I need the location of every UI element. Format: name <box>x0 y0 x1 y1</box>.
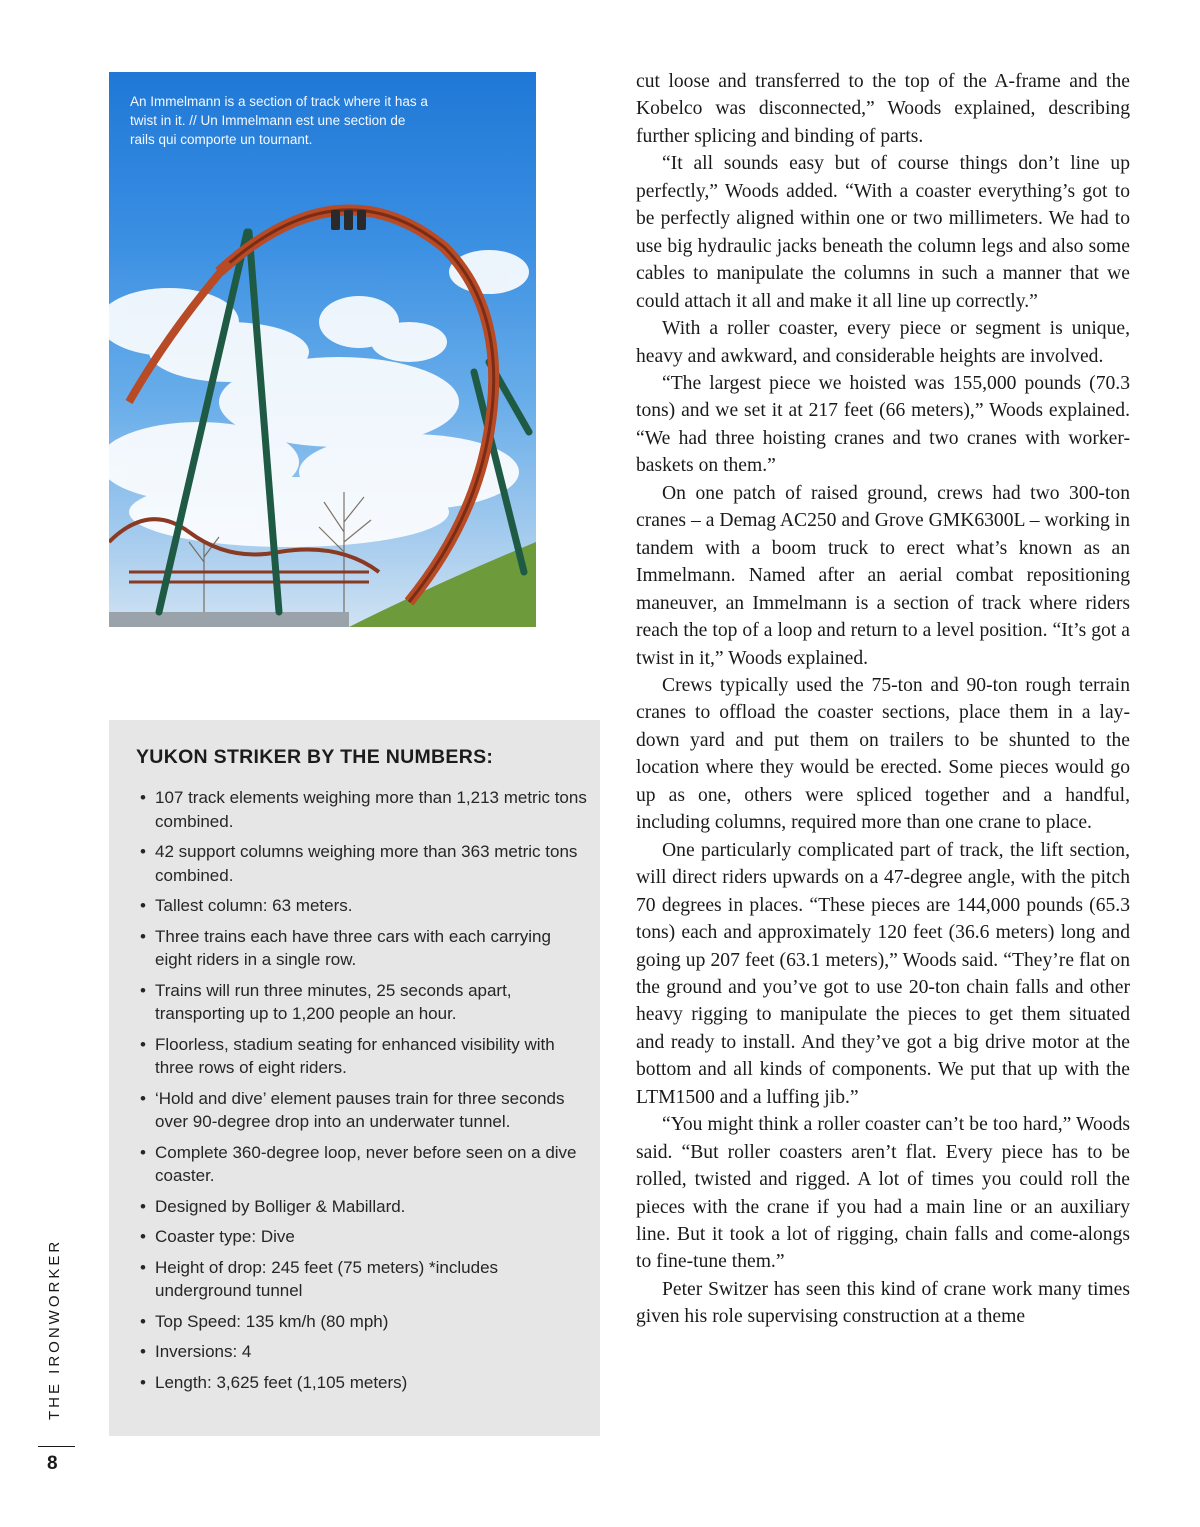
list-item: • Height of drop: 245 feet (75 meters) *includes underground tunnel <box>138 1256 588 1303</box>
list-item: • 42 support columns weighing more than 363 metric tons combined. <box>138 840 588 887</box>
sidebar-title: YUKON STRIKER BY THE NUMBERS: <box>136 746 494 768</box>
list-item: • Designed by Bolliger & Mabillard. <box>138 1195 588 1219</box>
article-body <box>636 68 1130 1331</box>
list-item: • ‘Hold and dive’ element pauses train for three seconds over 90-degree drop into an underwater tunnel. <box>138 1087 588 1134</box>
list-item: • Coaster type: Dive <box>138 1225 588 1249</box>
list-item: • Trains will run three minutes, 25 seconds apart, transporting up to 1,200 people an hour. <box>138 979 588 1026</box>
paragraph: “It all sounds easy but of course things don’t line up perfectly,” Woods added. “With a coaster everything’s got to be perfectly aligned within one or two millimeters. We had to use big hydraulic jacks beneath the column legs and also some cables to manipulate the columns in such a manner that we could attach it all and make it all line up correctly.” <box>636 153 1130 312</box>
magazine-masthead: THE IRONWORKER <box>46 1238 63 1420</box>
list-item: • Three trains each have three cars with each carrying eight riders in a single row. <box>138 925 588 972</box>
paragraph: Crews typically used the 75-ton and 90-ton rough terrain cranes to offload the coaster sections, place them in a lay-down yard and put them on trailers to be shunted to the location where they would be erected. Some pieces would go up as one, others were spliced together and a handful, including columns, required more than one crane to place. <box>636 674 1130 834</box>
list-item: • Complete 360-degree loop, never before seen on a dive coaster. <box>138 1141 588 1188</box>
footer-divider <box>38 1446 75 1447</box>
list-item: • Top Speed: 135 km/h (80 mph) <box>138 1310 588 1334</box>
list-item: • 107 track elements weighing more than 1,213 metric tons combined. <box>138 786 588 833</box>
paragraph: On one patch of raised ground, crews had two 300-ton cranes – a Demag AC250 and Grove GMK6300L – working in tandem with a boom truck to erect what’s known as an Immelmann. Named after an aerial combat repositioning maneuver, an Immelmann is a section of track where riders reach the top of a loop and return to a level position. “It’s got a twist in it,” Woods explained. <box>636 482 1130 669</box>
stats-sidebar <box>109 720 600 1436</box>
coaster-photo <box>109 72 536 627</box>
list-item: • Floorless, stadium seating for enhanced visibility with three rows of eight riders. <box>138 1033 588 1080</box>
paragraph: “You might think a roller coaster can’t be too hard,” Woods said. “But roller coasters aren’t flat. Every piece has to be rolled, twisted and rigged. A lot of times you could roll the pieces with the crane if you had a main line or an auxiliary line. But it took a lot of rigging, chain falls and come-alongs to fine-tune them.” <box>636 1114 1130 1273</box>
page-number: 8 <box>47 1453 58 1474</box>
paragraph: With a roller coaster, every piece or segment is unique, heavy and awkward, and considerable heights are involved. <box>636 318 1130 367</box>
paragraph: “The largest piece we hoisted was 155,000 pounds (70.3 tons) and we set it at 217 feet (66 meters),” Woods explained. “We had three hoisting cranes and two cranes with worker-baskets on them.” <box>636 372 1130 477</box>
roller-coaster-illustration <box>109 72 536 627</box>
paragraph: One particularly complicated part of track, the lift section, will direct riders upwards on a 47-degree angle, with the pitch 70 degrees in places. “These pieces are 144,000 pounds (65.3 tons) each and approximately 120 feet (36.6 meters) long and going up 207 feet (63.1 meters),” Woods said. “They’re flat on the ground and you’ve got to use 20-ton chain falls and other heavy rigging to manipulate the pieces to get them situated and ready to install. And they’ve got a big drive motor at the bottom and all kinds of components. We put that up with the LTM1500 and a luffing jib.” <box>636 839 1130 1108</box>
list-item: • Tallest column: 63 meters. <box>138 894 588 918</box>
list-item: • Inversions: 4 <box>138 1340 588 1364</box>
paragraph: cut loose and transferred to the top of the A-frame and the Kobelco was disconnected,” Woods explained, describing further splicing and binding of parts. <box>636 71 1130 147</box>
stats-list <box>138 786 588 1401</box>
list-item: • Length: 3,625 feet (1,105 meters) <box>138 1371 588 1395</box>
photo-caption: An Immelmann is a section of track where it has a twist in it. // Un Immelmann est une section de rails qui comporte un tournant. <box>130 94 428 147</box>
paragraph: Peter Switzer has seen this kind of crane work many times given his role supervising construction at a theme <box>636 1278 1130 1328</box>
